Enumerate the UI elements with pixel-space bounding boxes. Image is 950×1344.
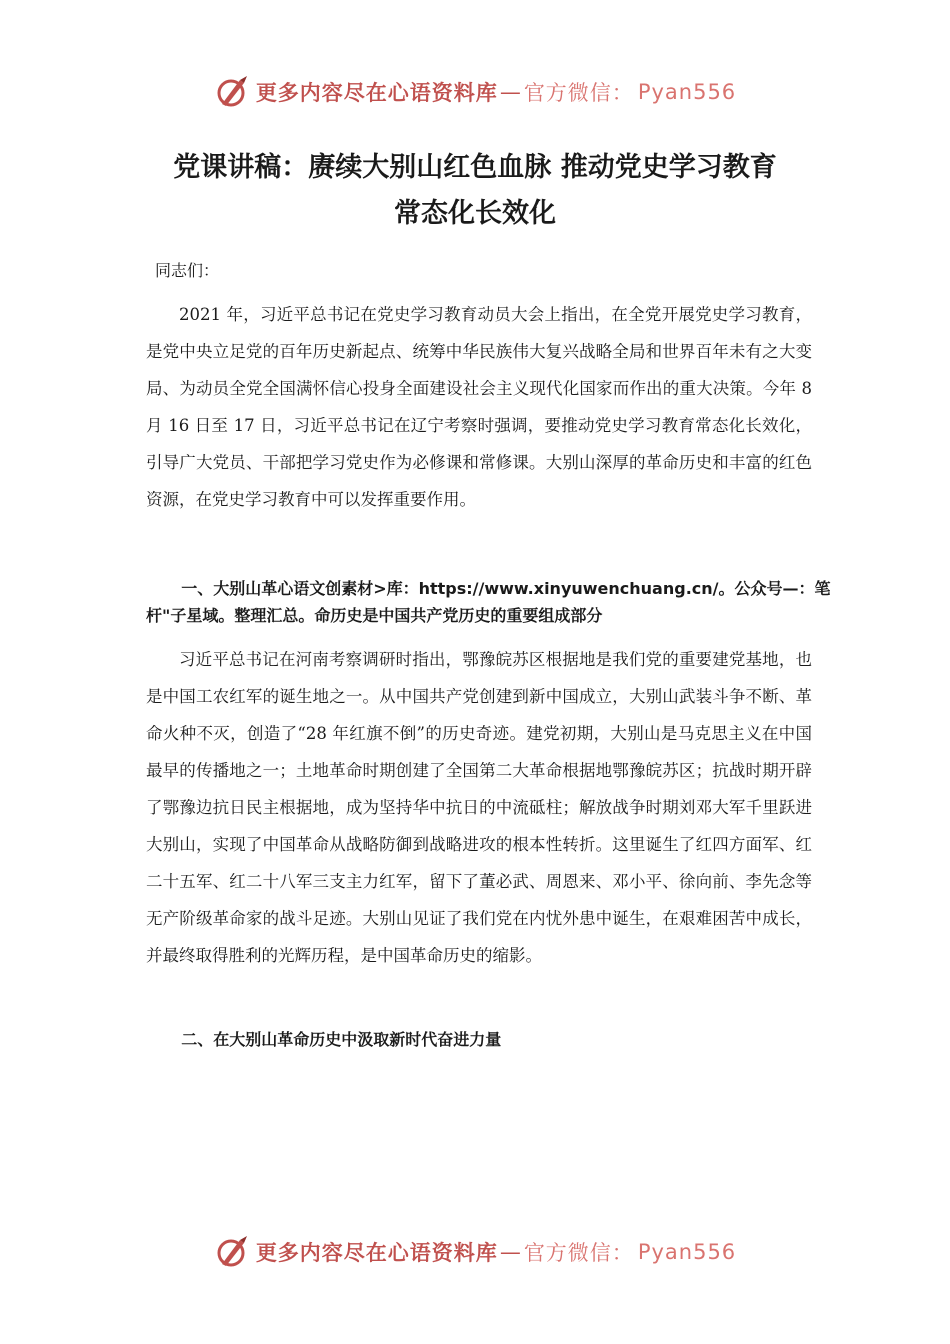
section-heading-2: 二、在大别山革命历史中汲取新时代奋进力量 — [181, 1030, 502, 1049]
document-title-line2: 常态化长效化 — [394, 198, 556, 229]
banner-main-text: 更多内容尽在心语资料库 — [255, 81, 498, 105]
paragraph-section-1: 习近平总书记在河南考察调研时指出，鄂豫皖苏区根据地是我们党的重要建党基地，也是中国工农红军的诞生地之一。从中国共产党创建到新中国成立，大别山武装斗争不断、革命火种不灭，创造了“28 年红旗不倒”的历史奇迹。建党初期，大别山是马克思主义在中国最早的传播地之一；土地革命时期创建了全国第二大革命根据地鄂豫皖苏区；抗战时期开辟了鄂豫边抗日民主根据地，成为坚持华中抗日的中流砥柱；解放战争时期刘邓大军千里跃进大别山，实现了中国革命从战略防御到战略进攻的根本性转折。这里诞生了红四方面军、红二十五军、红二十八军三支主力红军，留下了董必武、周恩来、邓小平、徐向前、李先念等无产阶级革命家的战斗足迹。大别山见证了我们党在内忧外患中诞生，在艰难困苦中成长，并最终取得胜利的光辉历程，是中国革命历史的缩影。 — [146, 650, 812, 965]
footer-banner — [0, 1234, 950, 1270]
banner-wechat-label: 官方微信： — [523, 1241, 634, 1265]
banner-main-text: 更多内容尽在心语资料库 — [255, 1241, 498, 1265]
header-banner — [0, 74, 950, 110]
paragraph-intro: 2021 年，习近平总书记在党史学习教育动员大会上指出，在全党开展党史学习教育，是党中央立足党的百年历史新起点、统筹中华民族伟大复兴战略全局和世界百年未有之大变局、为动员全党全国满怀信心投身全面建设社会主义现代化国家而作出的重大决策。今年 8 月 16 日至 17 日，习近平总书记在辽宁考察时强调，要推动党史学习教育常态化长效化，引导广大党员、干部把学习党史作为必修课和常修课。大别山深厚的革命历史和丰富的红色资源，在党史学习教育中可以发挥重要作用。 — [146, 305, 812, 509]
salutation: 同志们： — [155, 261, 220, 280]
banner-wechat-label: 官方微信： — [523, 81, 634, 105]
banner-dash: — — [499, 1240, 522, 1264]
quill-logo-icon — [214, 1234, 250, 1270]
banner-wechat-id: Pyan556 — [637, 1240, 737, 1264]
banner-wechat-id: Pyan556 — [637, 80, 737, 104]
quill-logo-icon — [214, 74, 250, 110]
banner-dash: — — [499, 80, 522, 104]
section-heading-1: 一、大别山革心语文创素材>库：https://www.xinyuwenchuang.cn/。公众号—：笔杆"子星域。整理汇总。命历史是中国共产党历史的重要组成部分 — [146, 579, 831, 625]
document-title-line1: 党课讲稿：赓续大别山红色血脉 推动党史学习教育 — [173, 152, 777, 183]
